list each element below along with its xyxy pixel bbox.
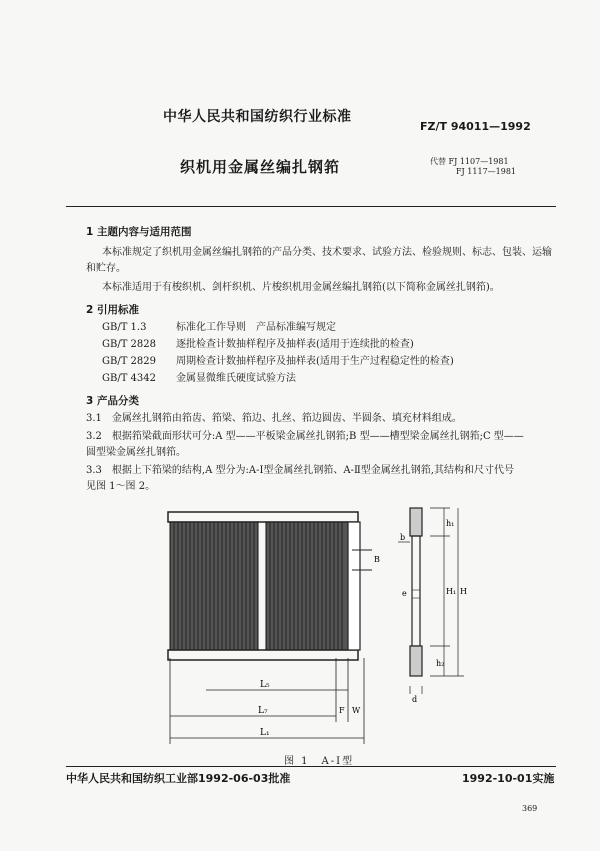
clause-3-2a: 3.2 根据筘梁截面形状可分:A 型——平板梁金属丝扎钢筘;B 型——槽型梁金属丝扎钢筘;C 型——	[86, 431, 524, 442]
section-1-para-2: 本标准适用于有梭织机、剑杆织机、片梭织机用金属丝编扎钢筘(以下简称金属丝扎钢筘)。	[102, 282, 500, 293]
document-title: 织机用金属丝编扎钢筘	[180, 158, 341, 176]
dim-label-b-upper: B	[374, 555, 380, 564]
header-divider	[66, 206, 556, 207]
dim-label-l5: L₅	[260, 680, 270, 690]
reference-code: GB/T 1.3	[102, 322, 147, 333]
reference-row	[102, 338, 414, 352]
replaces-note	[430, 157, 516, 177]
section-1-title: 1 主题内容与适用范围	[86, 226, 192, 238]
page-number: 369	[522, 804, 538, 813]
clause-3-3b: 见图 1～图 2。	[86, 481, 156, 492]
dim-label-w: W	[352, 706, 361, 715]
issuing-organization: 中华人民共和国纺织行业标准	[163, 109, 352, 125]
reference-code: GB/T 2828	[102, 339, 157, 350]
implementation-date: 1992-10-01实施	[462, 772, 555, 785]
section-3-title: 3 产品分类	[86, 395, 139, 407]
footer-divider	[66, 766, 556, 767]
clause-3-2b: 圆型梁金属丝扎钢筘。	[86, 447, 186, 458]
reed-structure-figure	[140, 490, 470, 750]
dim-label-l7: L₇	[258, 706, 268, 716]
dim-label-H1: H₁	[446, 587, 457, 596]
clause-3-1: 3.1 金属丝扎钢筘由筘齿、筘梁、筘边、扎丝、筘边圆齿、半圆条、填充材料组成。	[86, 413, 462, 424]
dents-left-panel	[170, 522, 258, 650]
bottom-beam	[168, 650, 358, 660]
reference-row	[102, 372, 296, 386]
dim-label-H: H	[460, 587, 467, 596]
reference-row	[102, 321, 336, 335]
clause-3-3a: 3.3 根据上下筘梁的结构,A 型分为:A-Ⅰ型金属丝扎钢筘、A-Ⅱ型金属丝扎钢筘,其结构和尺寸代号	[86, 465, 514, 476]
approval-line: 中华人民共和国纺织工业部1992-06-03批准	[66, 772, 291, 785]
side-dimension-lines	[398, 508, 464, 694]
dents-right-panel	[266, 522, 348, 650]
reference-title: 逐批检查计数抽样程序及抽样表(适用于连续批的检查)	[176, 339, 414, 350]
dim-label-d: d	[412, 695, 418, 704]
standard-number: FZ/T 94011—1992	[420, 120, 531, 133]
section-2-title: 2 引用标准	[86, 304, 139, 316]
reference-row	[102, 355, 454, 369]
dim-label-f: F	[339, 706, 345, 715]
reed-end-frame	[348, 522, 360, 650]
replaces-line-2: FJ 1117—1981	[456, 167, 517, 176]
reference-code: GB/T 4342	[102, 373, 157, 384]
reference-code: GB/T 2829	[102, 356, 157, 367]
section-1-para-1a: 本标准规定了织机用金属丝编扎钢筘的产品分类、技术要求、试验方法、检验规则、标志、包装、运输	[102, 247, 552, 258]
replaces-line-1: 代替 FJ 1107—1981	[430, 157, 509, 166]
reference-title: 周期检查计数抽样程序及抽样表(适用于生产过程稳定性的检查)	[176, 356, 454, 367]
dim-label-l1: L₁	[260, 728, 270, 738]
dim-label-e: e	[402, 589, 407, 598]
top-beam	[168, 512, 358, 522]
reed-side-profile	[410, 508, 422, 676]
reference-title: 标准化工作导则 产品标准编写规定	[176, 322, 336, 333]
section-1-para-1b: 和贮存。	[86, 263, 126, 274]
dim-label-h2: h₂	[436, 659, 445, 668]
figure-caption: 图 1 A-Ⅰ型	[284, 756, 355, 767]
reference-title: 金属显微维氏硬度试验方法	[176, 373, 296, 384]
dim-label-b: b	[400, 533, 406, 542]
dim-label-h1-top: h₁	[446, 519, 455, 528]
